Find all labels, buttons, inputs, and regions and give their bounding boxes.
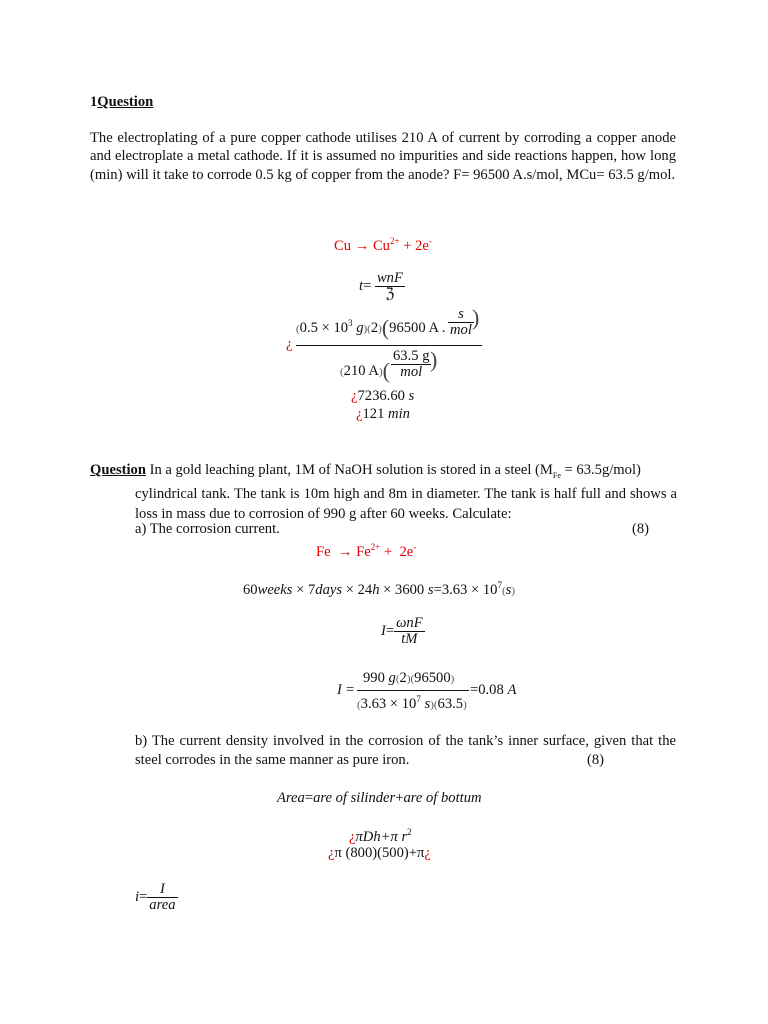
q1-number: 1 <box>90 94 98 110</box>
q2-area-expression: ¿πDh+π $r^2$ <box>349 827 412 845</box>
q2-current-density: i= $\frac{I}{\text{area}}$ <box>135 881 176 913</box>
q2-area-formula: Area=are of silinder+are of bottum <box>277 790 482 806</box>
q1-result-minutes: ¿121 min <box>356 406 410 422</box>
q2-part-a: a) The corrosion current. <box>135 521 280 537</box>
q1-heading-text: Question <box>97 94 154 110</box>
q2-heading: Question <box>90 462 146 478</box>
q2-current-formula: I= $\frac{\text{ωnF}}{tM}$ <box>381 615 423 647</box>
q2-area-substitution: ¿π (800)(500)+π¿ <box>328 845 431 861</box>
q1-equation-time: t= $\frac{\text{wnF}}{\text{ℨ}}$ <box>359 270 403 302</box>
q2-part-b-line2: steel corrodes in the same manner as pure iron. <box>135 752 410 768</box>
q2-reaction: $Fe \to Fe^{2+} + 2e^-$ <box>316 542 417 560</box>
q1-body: The electroplating of a pure copper cathode utilises 210 A of current by corroding a copper anode and electroplate a metal cathode. If it is assumed no impurities and side reactions happen, how long (min) will it take to corrode 0.5 kg of copper from the anode? F= 96500 A.s/mol, MCu= 63.5 g/mol. <box>90 130 676 183</box>
q1-result-seconds: ¿7236.60 s <box>351 388 415 404</box>
q2-body: Question In a gold leaching plant, 1M of NaOH solution is stored in a steel $(M_{Fe} = 63.5g/mol)$ cylindrical tank. The tank is 10m high and 8m in diameter. The tank is half full and shows a loss in mass due to corrosion of 990 g after 60 weeks. Calculate: <box>90 462 677 522</box>
q2-part-a-marks: (8) <box>632 521 650 537</box>
q2-time-conversion: 60weeks × 7days × 24h × 3600 $s=3.63 \times 10^7(s)$ <box>243 580 516 598</box>
q2-part-b-marks: (8) <box>587 752 605 768</box>
q1-reaction: $Cu \to Cu^{2+} + 2e^-$ <box>334 236 432 254</box>
q1-eq2-mark: ¿ <box>286 336 293 352</box>
q2-part-b: b) The current density involved in the corrosion of the tank’s inner surface, given that the <box>135 733 676 749</box>
q1-heading <box>90 94 153 111</box>
